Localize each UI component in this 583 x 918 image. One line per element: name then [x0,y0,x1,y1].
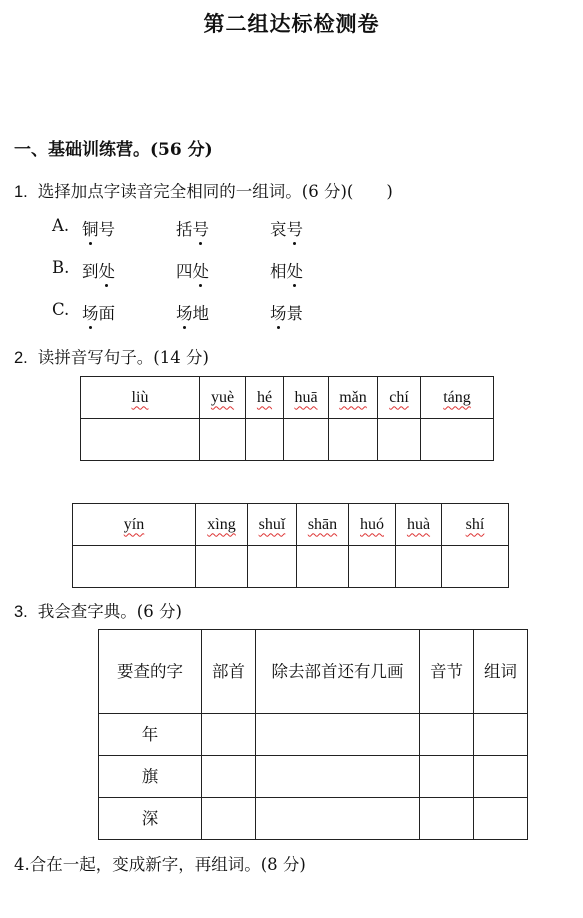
question-2-text: 读拼音写句子。(14 分) [37,348,209,367]
option-a-word-1: 铜号 [82,216,115,240]
pinyin-cell: chí [378,377,421,419]
answer-cell[interactable] [442,546,509,588]
page-title: 第二组达标检测卷 [203,11,380,36]
answer-cell[interactable] [284,419,329,461]
option-b-word-2: 四处 [176,258,209,282]
pinyin-cell: shí [442,504,509,546]
question-3 [14,598,182,622]
option-b-letter: B. [52,258,70,277]
answer-cell[interactable] [329,419,378,461]
answer-cell[interactable] [200,419,246,461]
pinyin-cell: shuǐ [248,504,297,546]
answer-cell[interactable] [256,756,420,798]
answer-cell[interactable] [256,798,420,840]
answer-cell[interactable] [73,546,196,588]
answer-cell[interactable] [256,714,420,756]
pinyin-cell: liù [81,377,200,419]
pinyin-cell: yín [73,504,196,546]
question-1-text: 选择加点字读音完全相同的一组词。(6 分)( ) [37,182,393,201]
pinyin-cell: huā [284,377,329,419]
question-3-text: 我会查字典。(6 分) [37,602,182,621]
answer-cell[interactable] [246,419,284,461]
option-c-word-1: 场面 [82,300,115,324]
answer-cell[interactable] [202,714,256,756]
lookup-char: 旗 [99,756,202,798]
question-4-text: 4.合在一起，变成新字，再组词。(8 分) [14,855,306,874]
lookup-char: 深 [99,798,202,840]
answer-cell[interactable] [297,546,349,588]
section-heading-basics: 一、基础训练营。(56 分) [14,140,213,160]
pinyin-cell: táng [421,377,494,419]
pinyin-table-2 [72,503,509,588]
question-2 [14,344,209,368]
dictionary-table [98,629,528,840]
option-b-word-1: 到处 [82,258,115,282]
option-a-word-2: 括号 [176,216,209,240]
pinyin-cell: yuè [200,377,246,419]
header-syllable: 音节 [420,630,474,714]
answer-cell[interactable] [378,419,421,461]
pinyin-cell: huó [349,504,396,546]
question-3-number: 3. [14,603,28,621]
answer-cell[interactable] [349,546,396,588]
pinyin-cell: shān [297,504,349,546]
option-c-word-2: 场地 [176,300,209,324]
option-a-letter: A. [52,216,70,235]
answer-cell[interactable] [474,798,528,840]
answer-cell[interactable] [248,546,297,588]
option-a-word-3: 哀号 [270,216,303,240]
question-1-number: 1. [14,183,28,201]
option-c-letter: C. [52,300,70,319]
option-c-word-3: 场景 [270,300,303,324]
answer-cell[interactable] [202,798,256,840]
pinyin-cell: xìng [196,504,248,546]
answer-cell[interactable] [420,798,474,840]
header-word: 组词 [474,630,528,714]
answer-cell[interactable] [421,419,494,461]
option-b-word-3: 相处 [270,258,303,282]
answer-cell[interactable] [202,756,256,798]
question-2-number: 2. [14,349,28,367]
header-char: 要查的字 [99,630,202,714]
answer-cell[interactable] [396,546,442,588]
question-1 [14,178,393,202]
header-radical: 部首 [202,630,256,714]
answer-cell[interactable] [196,546,248,588]
answer-cell[interactable] [474,714,528,756]
pinyin-cell: hé [246,377,284,419]
header-strokes: 除去部首还有几画 [256,630,420,714]
pinyin-cell: mǎn [329,377,378,419]
lookup-char: 年 [99,714,202,756]
answer-cell[interactable] [81,419,200,461]
pinyin-cell: huà [396,504,442,546]
pinyin-table-1 [80,376,494,461]
answer-cell[interactable] [420,756,474,798]
answer-cell[interactable] [474,756,528,798]
answer-cell[interactable] [420,714,474,756]
